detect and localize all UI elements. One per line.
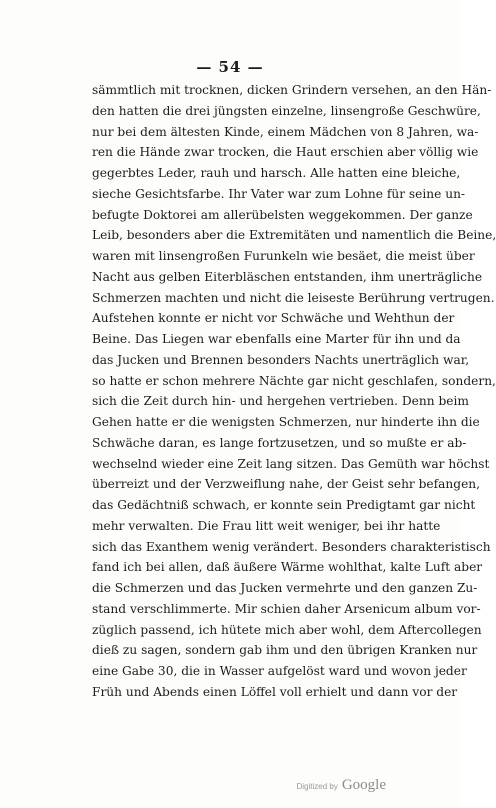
digitized-by-google-watermark [296, 777, 386, 794]
page-number: — 54 — [196, 58, 264, 76]
text-line: den hatten die drei jüngsten einzelne, linsengroße Geschwüre, [92, 103, 481, 118]
text-line: waren mit linsengroßen Furunkeln wie besäet, die meist über [92, 249, 475, 263]
text-line: stand verschlimmerte. Mir schien daher Arsenicum album vor- [92, 601, 481, 616]
google-logo: Google [341, 777, 386, 793]
text-line: sieche Gesichtsfarbe. Ihr Vater war zum Lohne für seine un- [92, 186, 466, 201]
text-line: nur bei dem ältesten Kinde, einem Mädchen von 8 Jahren, wa- [92, 124, 479, 139]
text-line: Beine. Das Liegen war ebenfalls eine Marter für ihn und da [92, 332, 461, 346]
text-line: Gehen hatte er die wenigsten Schmerzen, nur hinderte ihn die [92, 415, 480, 429]
text-line: mehr verwalten. Die Frau litt weit weniger, bei ihr hatte [92, 518, 441, 533]
text-line: dieß zu sagen, sondern gab ihm und den übrigen Kranken nur [92, 643, 478, 658]
text-line: züglich passend, ich hütete mich aber wohl, dem Aftercollegen [92, 622, 482, 637]
watermark-prefix: Digitized by [296, 782, 338, 791]
text-line: die Schmerzen und das Jucken vermehrte und den ganzen Zu- [92, 581, 478, 595]
text-line: so hatte er schon mehrere Nächte gar nicht geschlafen, sondern, [92, 373, 496, 388]
text-line: wechselnd wieder eine Zeit lang sitzen. Das Gemüth war höchst [92, 456, 490, 471]
text-line: Schwäche daran, es lange fortzusetzen, und so mußte er ab- [92, 435, 467, 450]
text-line: ren die Hände zwar trocken, die Haut erschien aber völlig wie [92, 145, 479, 160]
text-line: das Gedächtniß schwach, er konnte sein Predigtamt gar nicht [92, 498, 476, 512]
text-line: das Jucken und Brennen besonders Nachts unerträglich war, [92, 352, 470, 367]
text-line: Früh und Abends einen Löffel voll erhielt und dann vor der [92, 684, 458, 699]
text-line: sich das Exanthem wenig verändert. Besonders charakteristisch [92, 539, 491, 554]
text-line: eine Gabe 30, die in Wasser aufgelöst ward und wovon jeder [92, 664, 467, 678]
text-line: sich die Zeit durch hin- und hergehen vertrieben. Denn beim [92, 394, 469, 409]
text-line: gegerbtes Leder, rauh und harsch. Alle hatten eine bleiche, [92, 166, 461, 180]
body-text [92, 80, 496, 703]
text-line: Aufstehen konnte er nicht vor Schwäche und Wehthun der [92, 311, 455, 326]
text-line: befugte Doktorei am allerübelsten weggekommen. Der ganze [92, 207, 473, 222]
text-line: Schmerzen machten und nicht die leiseste Berührung vertrugen. [92, 290, 495, 305]
text-line: überreizt und der Verzweiflung nahe, der Geist sehr befangen, [92, 477, 480, 492]
text-line: Nacht aus gelben Eiterbläschen entstanden, ihm unerträgliche [92, 269, 483, 284]
text-line: Leib, besonders aber die Extremitäten und namentlich die Beine, [92, 228, 496, 243]
text-line: sämmtlich mit trocknen, dicken Grindern versehen, an den Hän- [92, 83, 492, 97]
text-line: fand ich bei allen, daß äußere Wärme wohlthat, kalte Luft aber [92, 560, 483, 575]
